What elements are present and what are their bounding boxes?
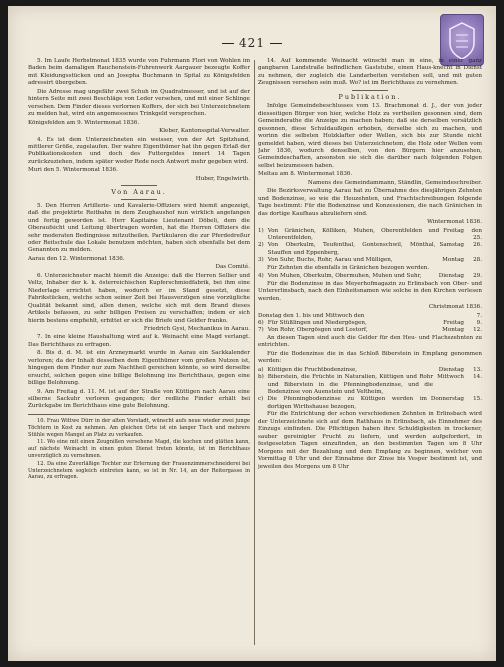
row-day: Freitag [443, 319, 464, 326]
section-heading-aarau: Von Aarau. [111, 188, 167, 197]
notice-4-date: Muri den 5. Wintermonat 1836. [28, 167, 118, 174]
row-place: Von Muhen, Oberkulm, Obermuhen, Muhen und Suhr, [267, 273, 422, 280]
row-place: Von Suhr, Buchs, Rohr, Aarau und Mülligen, [267, 257, 393, 264]
notice-6-signature: Friedrich Gysi, Mechanikus in Aarau. [143, 325, 250, 332]
notice-10: 10. Frau Wittwe Dürr in der alten Vorstadt, wünscht aufs neue wieder zwei junge Töchtern in Kost zu nehmen. Am gleichen Orte ist ein langer Tisch und mehrere Stühle wegen Mangel an Platz zu verkaufen. [28, 417, 250, 438]
notice-5-signature: Kleber, Kantonsspital-Verwalter. [159, 128, 250, 135]
notice-5c-date: Aarau den 12. Wintermonat 1836. [28, 255, 125, 262]
notice-5c-signature: Das Comité. [215, 264, 250, 271]
notice-9: 9. Am Freitag d. 11. M. ist auf der Straße von Küttigen nach Aarau eine silberne Sackuhr verloren gegangen; der redliche Finder erhält bei Zurückgabe im Berichthaus eine gute Belohnung. [28, 388, 250, 410]
row-number: 6) [258, 319, 264, 326]
section-heading-publication: Publikation. [338, 92, 402, 101]
row-place: Biberstein, die Früchte in Naturalien, Küttigen und Rohr und Biberstein in die Pfenningbodenzinse, und die Bodenzinse von Auenstein und Veltheim, [267, 374, 434, 396]
row-day: Samstag [439, 242, 464, 249]
row-place: Für Stüßlingen und Niedergösgen, [267, 319, 367, 326]
notes-rule [28, 414, 250, 415]
row-day: Dienstag [438, 366, 464, 373]
hay-tithe-notice: An diesen Tagen sind auch die Gelder für den Heu- und Flachszehnten zu entrichten. [258, 334, 482, 349]
schedule-row [258, 273, 482, 280]
row-number: 4) [258, 273, 264, 280]
row-date: 9. [476, 319, 482, 326]
closing-notice: Für die Entrichtung der schon verschiedenen Zehnten in Erlinsbach wird der Unterzeichnete sich auf dem Rathhaus in Erlinsbach, als Einnehmer des Einzugs einfinden. Die Pflichtigen haben ihre Schuldigkeiten in trockener, sauber gereinigter Frucht zu liefern, und werden aufgefordert, in festgesetzten Tagen einzufinden, an den bestimmten Tagen um 8 Uhr Morgens mit der Bezahlung und dem Empfang zu beginnen, welcher von Vormittag 8 Uhr und der Einnahme der Zinse bis Vesper bestimmt ist, und jeweilen des Morgens um 8 Uhr [258, 411, 482, 470]
row-day: Montag [442, 257, 464, 264]
row-date: 29. [473, 273, 482, 280]
row-place: Die Pfenningbodenzinse zu Küttigen werden im dortigen Wirthshause bezogen, [267, 396, 427, 410]
biberstein-notice: Für die Bodenzinse die in das Schloß Biberstein in Empfang genommen werden: [258, 350, 482, 365]
left-column [28, 58, 250, 649]
month-label: Wintermonat 1836. [427, 219, 482, 226]
row-day: Mittwoch [437, 374, 464, 381]
publication-text: Infolge Gemeindebeschlusses vom 13. Brachmonat d. J., der von jeder diesseitigen Bürger von hier, welche Holz zu vertheilen gesonnen sind, dem Gemeinderathe die Anzeige zu machen haben; daß sie derselben vorsätzlich gesonnen, diese Schuldaußigen erhoben, derselbe sich zu machen, und worinn die selbsten Holzklafter oder Wellen, sich bis zur Stunde nicht gemeldet haben, wird dieses bei Unterzeichnetem, die Holz oder Wellen vom Jahr 1836, wodurch denselben, von den Bürgern hier anzusehen, Gemeindeschaften, ansonsten sie sich die darüber nach folgenden Folgen selbst beizumessen haben. [258, 103, 482, 169]
row-day: Freitag [443, 227, 464, 234]
row-day: Montag [442, 327, 464, 334]
row-number: 3) [258, 257, 264, 264]
row-place: Von Oberkulm, Teufenthal, Gontenschwil, Mönthal, Stauffen und Eppenberg, [267, 242, 436, 256]
notice-8: 8. Bis d. d. M. ist ein Arzneymarkt wurde in Aarau ein Sackkalender verloren; da der Inhalt desselben dem Eigenthümer vom großen Nutzen ist, hingegen dem Finder nur zum Nachtheil gereichen könnte, so wird derselbe ersucht, solchen gegen eine billige Belohnung ins Berichthaus, gegen eine billige Belohnung. [28, 350, 250, 387]
row-place: Donstag den 1. bis und Mittwoch den [258, 312, 365, 319]
publication-date: Meltau am 8. Wintermonat 1836. [258, 171, 353, 178]
row-number: b) [258, 374, 264, 381]
section-rule [121, 199, 157, 200]
notes-block [28, 418, 250, 481]
notice-14: 14. Auf kommende Weinacht wünscht man in eine, in einer ganz gangbaren Landstraße befindlichen Gaststube, einen Haus-knecht in Dienst zu nehmen, der zugleich die Landarbeiten verstehen soll, und mit guten Zeugnissen versehen sein muß. Wo? ist im Berichthaus zu vernehmen. [258, 58, 482, 87]
district-notice: Die Bezirksverwaltung Aarau hat zu Übernahme des diesjährigen Zehnten und Bodenzinse, so wie die Heuzehnten, und Frachtschreibungen folgende Tage bestimmt: Für die Bodenzinse und Konzessionen, die nach Gränichen in das dortige Kaufhaus abzuliefern sind. [258, 188, 482, 217]
section-rule [121, 185, 157, 186]
schedule-row [258, 313, 482, 320]
notice-5b: Die Adresse mag ungefähr zwei Schuh im Quadratmesser, und ist auf der hintern Seite mit zwei Beschläge von Leder versehen, und mit einer Schlinge versehen. Dem Finder dieses verlornen Koffers, der sich bei Unterzeichnetem zu melden hat, wird ein angemessenes Trinkgeld versprochen. [28, 88, 250, 118]
row-day: Donnerstag [430, 396, 464, 403]
right-column [258, 58, 482, 649]
document-page [8, 6, 496, 661]
row-date: 13. [473, 366, 482, 373]
tithe-notice: Für Zehnten die ebenfalls in Gränichen bezogen werden. [267, 264, 430, 271]
schedule-list-c [258, 320, 482, 335]
notice-11: 11. Wo eine mit einen Zeugnißen versehene Magd, die kochen und glätten kann, auf nächste Weinacht in einen guten Dienst treten könnte, ist im Berichthaus unverzüglich zu vernehmen. [28, 439, 250, 459]
page-number: 421 [8, 36, 496, 50]
row-number: 7) [258, 327, 264, 334]
schedule-row [258, 396, 482, 411]
section-rule [352, 90, 388, 91]
row-place: Von Rohr, Obergösgen und Lostorf, [267, 327, 368, 334]
schedule-list-a [258, 228, 482, 265]
schedule-row [258, 374, 482, 396]
column-divider [254, 60, 255, 645]
notice-5a: 5. Im Laufe Herbstmonat 1835 wurde von Fuhrmann Flori von Wohlen im Baden beim damaligen Rauchenstein-Fuhrenwerk Aargauer bezeugte Koffer mit Kleidungsstücken und an Josepha Buchmann in Spital zu Königsfelden adressirt übergeben. [28, 58, 250, 87]
row-date: 26. [473, 242, 482, 249]
row-number: a) [258, 366, 264, 373]
erlinsbach-notice: Für die Bodenzinse in das Meyerhofmagazin zu Erlinsbach von Ober- und Untererlinsbach, nach den Einheitsnamen wie solche in den Kirchen verlesen werden. [258, 280, 482, 302]
notice-4: 4. Es ist dem Unterzeichneten ein weisser, von der Art Spitzhund, mittlerer Größe, zugelaufen. Der wahre Eigenthümer hat ihn gegen Erlaß der Publikationskosten und doch des Futtergeldes innert 14 Tagen zurückzuziehen, indem später weder Rede noch Antwort mehr gegeben wird. [28, 136, 250, 165]
row-date: 12. [473, 327, 482, 334]
month-label: Christmonat 1836. [428, 304, 482, 311]
schedule-row [258, 242, 482, 257]
row-date: 15. [473, 396, 482, 403]
schedule-row [258, 327, 482, 334]
row-number: 1) [258, 227, 264, 234]
publication-signature: Namens des Gemeindammann, Ständlin, Gemeindeschreiber. [307, 179, 482, 186]
schedule-row [258, 228, 482, 243]
row-number: c) [258, 396, 264, 403]
notice-12: 12. Da eine Zuverläßige Tochter zur Erlernung der Frauenzimmerschneiderei bei Unterzeichnetem sogleich eintreten kann, so ist in Nr. 14, an der Reitergasse in Aarau, zu erfragen. [28, 460, 250, 481]
notice-5c: 5. Den Herren Artillerie- und Kavalerie-Offiziers wird hiemit angezeigt, daß die projektirte Reitbahn in dem Zeughaushof nun wirklich angefangen und fertig geworden ist. Herr Kapitaine Lieutenant Döbeli, dem die Oberaufsicht und Leitung übertragen worden, hat die Herren Offiziers die sehr moderaten Bedingnisse mitzutheilen. Partikularen die zur Pferdedreßur oder Reitschule das Lokale benutzen möchten, haben sich ebenfalls bei dem Genannten zu melden. [28, 202, 250, 254]
notice-6: 6. Unterzeichneter macht hiemit die Anzeige: daß die Herren Sellier und Veltz, Inhaber der k. k. österreichischen Kupferschmiedfabrik, bei ihm eine Niederlage errichtet haben, wodurch er im Stand gesetzt, diese Fabrikstücken, welche schon seiner Zeit bei Hausverzügen eine vorzügliche Qualität bekannt sind, allen denen, welche sich mit dem Brand dieses Artikels befassen, zu sehr billigen Preisen zu verschaffen; indem er sich hierin bestens empfiehlt, erbittet er sich die Briefe und Gelder franko. [28, 272, 250, 324]
row-number: 2) [258, 242, 264, 249]
row-place: Von Gränichen, Kölliken, Muhen, Oberentfelden und Unterentfelden, [267, 227, 440, 241]
notice-4-signature: Huber, Engelwirth. [195, 175, 250, 182]
row-date: 14. [473, 374, 482, 381]
schedule-row [258, 367, 482, 374]
schedule-row [258, 257, 482, 264]
notice-7: 7. In eine kleine Haushaltung wird auf k. Weinacht eine Magd verlangt. Das Berichthaus zu erfragen. [28, 334, 250, 348]
row-date: 7. [476, 312, 482, 319]
row-day: Dienstag [438, 273, 464, 280]
notice-5-date: Königsfelden am 9. Wintermonat 1836. [28, 119, 140, 126]
row-place: Küttigen die Fruchtbodenzinse, [267, 366, 358, 373]
schedule-row [258, 320, 482, 327]
row-date: den 25. [471, 227, 482, 241]
row-date: 28. [473, 257, 482, 264]
schedule-list-d [258, 367, 482, 412]
